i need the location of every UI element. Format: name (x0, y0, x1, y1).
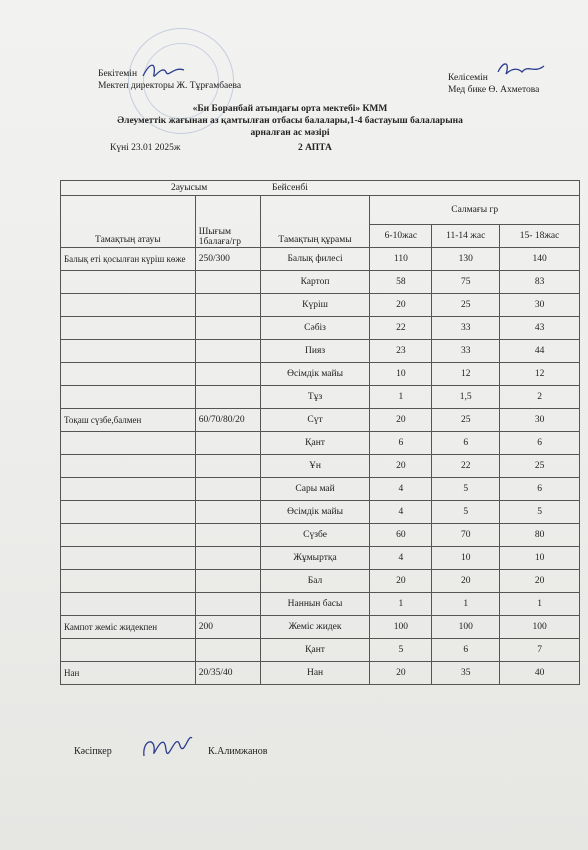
dish-name (61, 455, 196, 478)
qty-15-18: 10 (500, 547, 580, 570)
table-row (61, 294, 580, 317)
qty-15-18: 20 (500, 570, 580, 593)
dish-name (61, 639, 196, 662)
col-header-age-6-10: 6-10жас (370, 225, 432, 248)
table-row (61, 455, 580, 478)
ingredient-name: Сәбіз (260, 317, 370, 340)
table-row (61, 363, 580, 386)
dish-yield (195, 294, 260, 317)
dish-name (61, 317, 196, 340)
qty-11-14: 12 (432, 363, 500, 386)
qty-6-10: 60 (370, 524, 432, 547)
dish-yield (195, 478, 260, 501)
table-row (61, 248, 580, 271)
ingredient-name: Қант (260, 432, 370, 455)
dish-yield (195, 593, 260, 616)
dish-name (61, 501, 196, 524)
qty-6-10: 20 (370, 409, 432, 432)
dish-yield (195, 432, 260, 455)
table-row (61, 340, 580, 363)
dish-yield (195, 455, 260, 478)
ingredient-name: Сүзбе (260, 524, 370, 547)
title-line1: «Би Боранбай атындағы орта мектебі» КММ (192, 104, 388, 114)
qty-11-14: 25 (432, 294, 500, 317)
title-line2: Әлеуметтік жағынан аз қамтылған отбасы балалары,1-4 бастауыш балаларына (117, 116, 463, 126)
qty-11-14: 33 (432, 340, 500, 363)
ingredient-name: Тұз (260, 386, 370, 409)
ingredient-name: Сары май (260, 478, 370, 501)
menu-table (60, 180, 580, 685)
qty-11-14: 33 (432, 317, 500, 340)
qty-6-10: 20 (370, 662, 432, 685)
day-label: Бейсенбі (271, 183, 308, 193)
day-row (61, 181, 580, 196)
qty-6-10: 4 (370, 547, 432, 570)
table-row (61, 386, 580, 409)
dish-yield (195, 501, 260, 524)
dish-yield (195, 340, 260, 363)
dish-name: Кампот жеміс жидекпен (61, 616, 196, 639)
qty-6-10: 1 (370, 593, 432, 616)
header-row (61, 196, 580, 225)
qty-6-10: 58 (370, 271, 432, 294)
table-row (61, 593, 580, 616)
table-row (61, 478, 580, 501)
qty-6-10: 4 (370, 478, 432, 501)
dish-yield (195, 271, 260, 294)
qty-15-18: 30 (500, 294, 580, 317)
title-line3: арналған ас мәзірі (250, 128, 330, 138)
dish-yield: 20/35/40 (195, 662, 260, 685)
agree-label: Келісемін (448, 73, 488, 83)
qty-11-14: 1,5 (432, 386, 500, 409)
dish-name (61, 593, 196, 616)
col-header-composition: Тамақтың құрамы (260, 196, 370, 248)
ingredient-name: Өсімдік майы (260, 363, 370, 386)
qty-15-18: 1 (500, 593, 580, 616)
qty-11-14: 1 (432, 593, 500, 616)
col-header-yield: Шығым 1балаға/гр (195, 196, 260, 248)
qty-15-18: 6 (500, 432, 580, 455)
dish-yield: 60/70/80/20 (195, 409, 260, 432)
qty-15-18: 43 (500, 317, 580, 340)
col-header-age-15-18: 15- 18жас (500, 225, 580, 248)
table-row (61, 271, 580, 294)
qty-15-18: 140 (500, 248, 580, 271)
qty-15-18: 40 (500, 662, 580, 685)
qty-6-10: 5 (370, 639, 432, 662)
qty-15-18: 12 (500, 363, 580, 386)
ingredient-name: Бал (260, 570, 370, 593)
nurse-signature (494, 58, 548, 82)
director-signature (140, 58, 190, 86)
qty-6-10: 4 (370, 501, 432, 524)
col-header-dish: Тамақтың атауы (61, 196, 196, 248)
dish-name (61, 386, 196, 409)
ingredient-name: Қант (260, 639, 370, 662)
qty-11-14: 22 (432, 455, 500, 478)
qty-15-18: 100 (500, 616, 580, 639)
table-row (61, 662, 580, 685)
shift-label: 2ауысым (171, 183, 208, 193)
qty-6-10: 100 (370, 616, 432, 639)
ingredient-name: Ұн (260, 455, 370, 478)
table-row (61, 432, 580, 455)
table-row (61, 547, 580, 570)
footer-name: К.Алимжанов (208, 746, 268, 757)
dish-name (61, 432, 196, 455)
qty-6-10: 110 (370, 248, 432, 271)
ingredient-name: Жұмыртқа (260, 547, 370, 570)
ingredient-name: Наннын басы (260, 593, 370, 616)
ingredient-name: Жеміс жидек (260, 616, 370, 639)
dish-yield: 250/300 (195, 248, 260, 271)
qty-11-14: 70 (432, 524, 500, 547)
menu-table-body (61, 248, 580, 685)
qty-11-14: 5 (432, 478, 500, 501)
qty-11-14: 6 (432, 639, 500, 662)
qty-11-14: 100 (432, 616, 500, 639)
dish-name (61, 547, 196, 570)
table-row (61, 501, 580, 524)
ingredient-name: Күріш (260, 294, 370, 317)
qty-15-18: 2 (500, 386, 580, 409)
qty-11-14: 25 (432, 409, 500, 432)
dish-name (61, 524, 196, 547)
qty-6-10: 10 (370, 363, 432, 386)
table-row (61, 409, 580, 432)
table-row (61, 317, 580, 340)
week-label: 2 АПТА (298, 143, 332, 153)
qty-11-14: 10 (432, 547, 500, 570)
table-row (61, 570, 580, 593)
qty-6-10: 6 (370, 432, 432, 455)
col-header-age-11-14: 11-14 жас (432, 225, 500, 248)
qty-6-10: 20 (370, 455, 432, 478)
qty-15-18: 25 (500, 455, 580, 478)
qty-15-18: 83 (500, 271, 580, 294)
dish-name: Балық еті қосылған күріш көже (61, 248, 196, 271)
qty-6-10: 1 (370, 386, 432, 409)
qty-11-14: 6 (432, 432, 500, 455)
qty-11-14: 35 (432, 662, 500, 685)
dish-yield (195, 570, 260, 593)
ingredient-name: Пияз (260, 340, 370, 363)
entrepreneur-signature (136, 720, 196, 770)
qty-15-18: 7 (500, 639, 580, 662)
ingredient-name: Сүт (260, 409, 370, 432)
qty-15-18: 44 (500, 340, 580, 363)
dish-name (61, 363, 196, 386)
qty-6-10: 20 (370, 570, 432, 593)
qty-15-18: 30 (500, 409, 580, 432)
ingredient-name: Картоп (260, 271, 370, 294)
qty-6-10: 20 (370, 294, 432, 317)
approve-label: Бекітемін (98, 69, 138, 79)
qty-6-10: 22 (370, 317, 432, 340)
qty-11-14: 130 (432, 248, 500, 271)
dish-yield (195, 363, 260, 386)
qty-11-14: 5 (432, 501, 500, 524)
dish-name: Тоқаш сүзбе,балмен (61, 409, 196, 432)
qty-11-14: 75 (432, 271, 500, 294)
dish-yield (195, 547, 260, 570)
ingredient-name: Өсімдік майы (260, 501, 370, 524)
ingredient-name: Нан (260, 662, 370, 685)
dish-name (61, 271, 196, 294)
table-row (61, 524, 580, 547)
footer-label: Кәсіпкер (74, 746, 112, 757)
qty-11-14: 20 (432, 570, 500, 593)
dish-yield (195, 317, 260, 340)
ingredient-name: Балық филесі (260, 248, 370, 271)
table-row (61, 616, 580, 639)
dish-yield (195, 639, 260, 662)
dish-yield (195, 386, 260, 409)
dish-name (61, 570, 196, 593)
qty-15-18: 80 (500, 524, 580, 547)
menu-date: Күні 23.01 2025ж (110, 143, 181, 153)
dish-name (61, 340, 196, 363)
table-row (61, 639, 580, 662)
agree-name: Мед бике Ө. Ахметова (448, 85, 540, 95)
col-header-weight: Салмағы гр (370, 196, 580, 225)
qty-15-18: 6 (500, 478, 580, 501)
dish-yield (195, 524, 260, 547)
qty-6-10: 23 (370, 340, 432, 363)
dish-name (61, 294, 196, 317)
qty-15-18: 5 (500, 501, 580, 524)
approve-name: Мектеп директоры Ж. Тұрғамбаева (98, 81, 242, 91)
dish-yield: 200 (195, 616, 260, 639)
dish-name: Нан (61, 662, 196, 685)
dish-name (61, 478, 196, 501)
